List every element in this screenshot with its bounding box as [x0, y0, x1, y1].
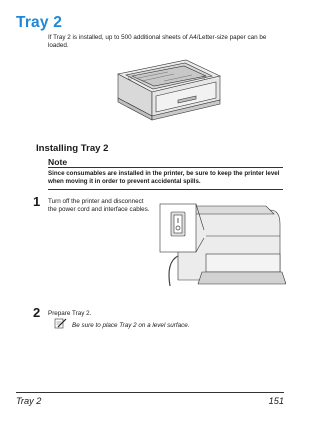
footer-rule: [16, 392, 284, 393]
note-bottom-rule: [48, 189, 283, 190]
section-heading: Installing Tray 2: [36, 143, 109, 154]
printer-power-switch-illustration: [158, 196, 286, 292]
note-label: Note: [48, 157, 68, 167]
note-text: Since consumables are installed in the printer, be sure to keep the printer level when moving it in order to prevent accidental spills.: [48, 170, 280, 186]
note-pencil-icon: [54, 318, 68, 329]
tray2-illustration: [108, 54, 226, 130]
page-number: 151: [268, 396, 284, 406]
page-title: Tray 2: [16, 14, 63, 31]
step-1-number: 1: [33, 194, 41, 209]
footer-section-title: Tray 2: [16, 396, 42, 406]
intro-paragraph: If Tray 2 is installed, up to 500 additional sheets of A4/Letter-size paper can be loaded.: [48, 34, 267, 50]
tip-text: Be sure to place Tray 2 on a level surface.: [72, 322, 190, 329]
note-top-rule: [48, 167, 283, 168]
step-1-text: Turn off the printer and disconnect the power cord and interface cables.: [48, 198, 150, 214]
step-2-text: Prepare Tray 2.: [48, 310, 92, 317]
step-2-number: 2: [33, 305, 41, 320]
